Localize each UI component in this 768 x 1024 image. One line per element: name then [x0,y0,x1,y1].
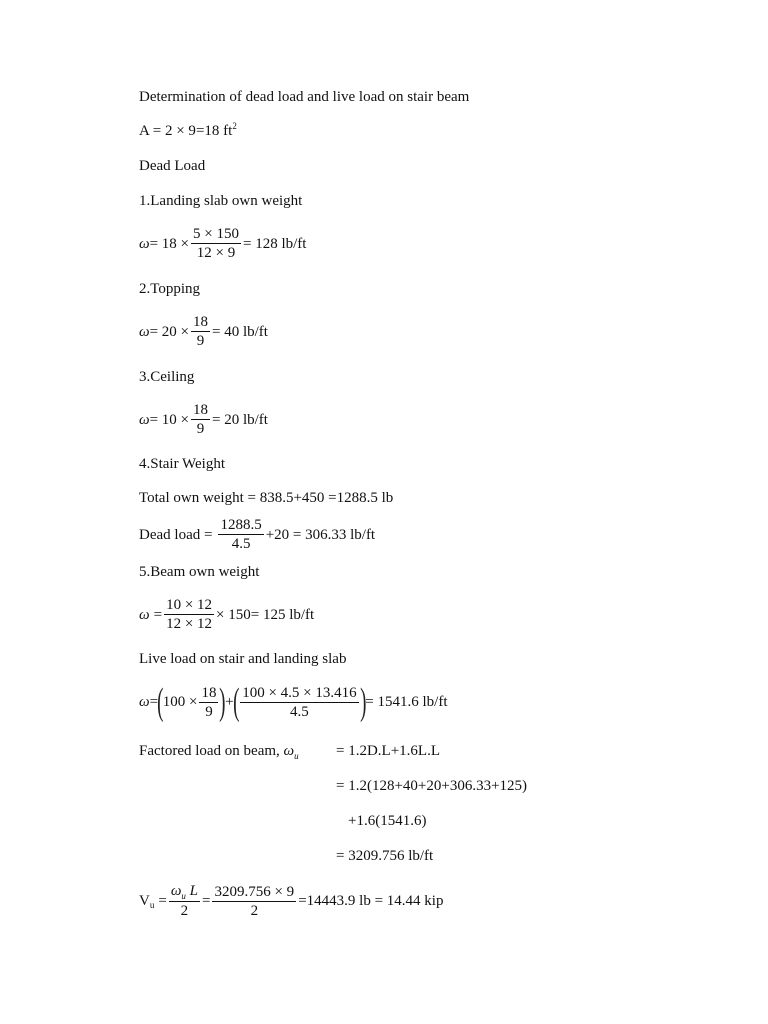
omega-symbol: ω [139,694,150,710]
live-part2-denominator: 4.5 [290,703,309,720]
live-lhs: = [149,694,159,710]
item1-denominator: 12 × 9 [196,245,236,261]
item3-lhs: = 10 × [149,411,190,428]
item1-equation [139,226,306,261]
factored-label-line [139,742,299,761]
item1-rhs: = 128 lb/ft [242,235,307,252]
item5-fraction [164,597,214,632]
item2-numerator: 18 [193,314,209,330]
item3-denominator: 9 [196,421,205,437]
item3-numerator: 18 [193,402,209,418]
item4-rhs: +20 = 306.33 lb/ft [265,526,376,543]
omega-symbol: ω [139,606,150,623]
item2-equation [139,314,268,349]
item1-numerator: 5 × 150 [193,226,239,242]
omega-subscript: u [294,751,299,761]
dead-load-heading: Dead Load [139,158,206,174]
factored-line4: = 3209.756 lb/ft [336,848,434,864]
item2-denominator: 9 [196,333,205,349]
area-lhs: A = 2 × 9 [139,123,196,139]
item1-fraction [191,226,241,261]
document-title: Determination of dead load and live load on stair beam [139,89,470,105]
item4-lhs: Dead load = [139,526,213,543]
shear-fraction2 [212,884,296,919]
live-part1-denominator: 9 [205,703,213,720]
item4-numerator: 1288.5 [220,517,262,533]
omega-subscript: u [181,891,186,901]
omega-symbol: ω [170,883,182,899]
item5-lhs: = [153,606,163,623]
item4-equation [139,517,375,552]
factored-line2: = 1.2(128+40+20+306.33+125) [336,778,528,794]
item3-rhs: = 20 lb/ft [212,411,268,428]
item3-label: 3.Ceiling [139,369,195,385]
omega-symbol: ω [139,235,150,252]
item4-label: 4.Stair Weight [139,456,226,472]
live-load-equation: ω = ( 100 × $\frac{18}{9}$ ) + ( $\frac{100 \times 4.5 \times 13.416}{4.5}$ ) = 1541.6 lb/ft [139,681,448,723]
shear-rhs: =14443.9 lb = 14.44 kip [298,893,444,909]
live-part1-fraction [199,685,218,720]
live-plus: + [225,694,234,710]
area-eq: = [195,123,205,139]
omega-symbol: ω [283,743,295,759]
live-load-label: Live load on stair and landing slab [139,651,347,667]
item5-denominator: 12 × 12 [166,616,213,632]
live-part1-lhs: 100 × [162,694,198,710]
omega-symbol: ω [139,323,150,340]
omega-symbol: ω [139,411,150,428]
shear-eq: = [158,893,167,909]
item4-denominator: 4.5 [231,536,251,552]
factored-line3: +1.6(1541.6) [348,813,427,829]
factored-label: Factored load on beam, [139,743,280,759]
shear-subscript: u [149,900,155,910]
item4-fraction [218,517,263,552]
shear-equation [139,883,443,919]
live-part2-fraction [240,685,358,720]
item5-numerator: 10 × 12 [166,597,213,613]
item3-equation [139,402,268,437]
item1-label: 1.Landing slab own weight [139,193,303,209]
item4-total: Total own weight = 838.5+450 =1288.5 lb [139,490,394,506]
item2-fraction [191,314,210,349]
item5-rhs: × 150= 125 lb/ft [216,606,315,623]
length-symbol: L [189,883,198,899]
item2-rhs: = 40 lb/ft [212,323,268,340]
item3-fraction [191,402,210,437]
shear-lhs: V [139,893,150,909]
shear-denominator2: 2 [250,902,259,919]
item2-lhs: = 20 × [149,323,190,340]
item5-equation [139,597,314,632]
item5-label: 5.Beam own weight [139,564,260,580]
live-part2-numerator: 100 × 4.5 × 13.416 [242,684,357,701]
item2-label: 2.Topping [139,281,201,297]
shear-numerator2: 3209.756 × 9 [214,883,295,900]
area-sup: 2 [232,121,237,131]
shear-fraction1 [169,883,200,919]
live-part1-numerator: 18 [201,684,217,701]
live-rhs: = 1541.6 lb/ft [365,694,448,710]
area-equation [139,122,237,141]
item1-lhs: = 18 × [149,235,190,252]
shear-denominator1: 2 [180,903,189,919]
factored-line1: = 1.2D.L+1.6L.L [336,743,440,759]
shear-eq2: = [202,893,211,909]
area-rhs: 18 ft [204,123,233,139]
